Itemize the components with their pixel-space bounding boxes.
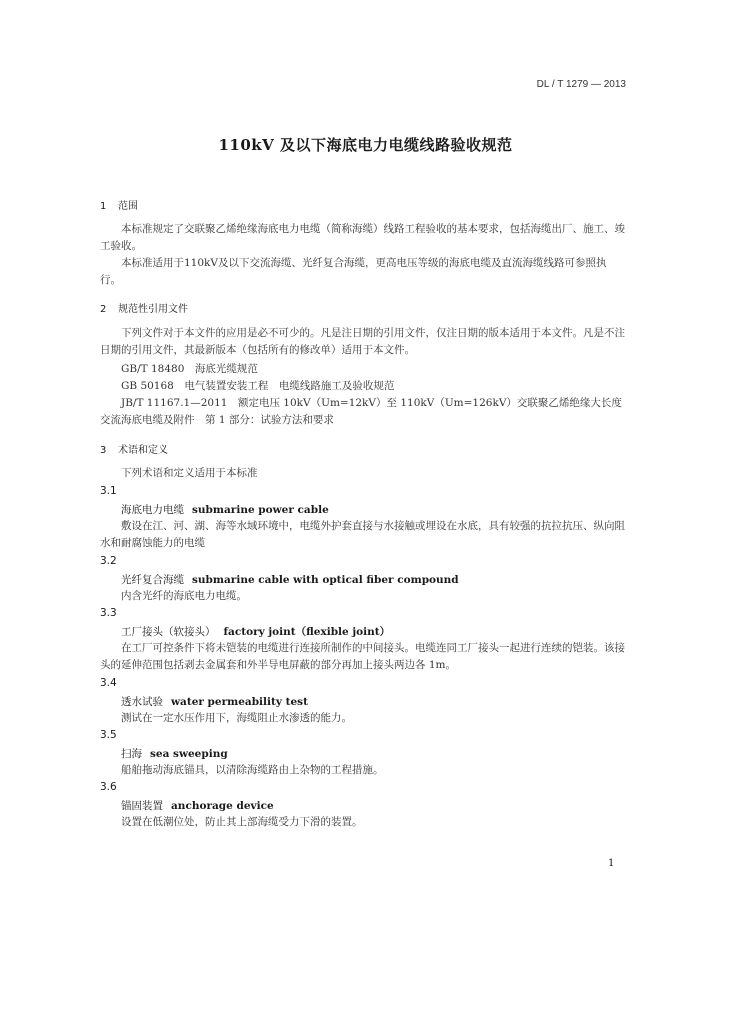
term-title — [121, 572, 459, 587]
term-definition: 敷设在江、河、湖、海等水域环境中，电缆外护套直接与水接触或埋设在水底，具有较强的抗拉抗压、纵向阻水和耐腐蚀能力的电缆 — [100, 520, 625, 549]
paragraph: 本标准适用于110kV及以下交流海缆、光纤复合海缆，更高电压等级的海底电缆及直流海缆线路可参照执行。 — [100, 257, 607, 286]
section-heading-3 — [100, 441, 168, 456]
term-chinese: 锚固装置 — [121, 800, 163, 812]
term-definition: 在工厂可控条件下将未铠装的电缆进行连接所制作的中间接头。电缆连同工厂接头一起进行连续的铠装。该接头的延伸范围包括剥去金属套和外半导电屏蔽的部分再加上接头两边各 1m。 — [100, 642, 625, 671]
section-heading-1 — [100, 197, 138, 212]
term-title — [121, 798, 274, 813]
term-definition: 内含光纤的海底电力电缆。 — [121, 590, 247, 602]
term-number: 3.3 — [100, 607, 117, 619]
reference-item: JB/T 11167.1—2011 额定电压 10kV（Um=12kV）至 110kV（Um=126kV）交联聚乙烯绝缘大长度交流海底电缆及附件 第 1 部分：试验方法和要求 — [100, 397, 622, 426]
section-number: 1 — [100, 201, 107, 212]
section-number: 3 — [100, 445, 107, 456]
section-title: 范围 — [118, 201, 138, 212]
term-number: 3.5 — [100, 729, 117, 741]
term-chinese: 透水试验 — [121, 696, 163, 708]
term-title — [121, 624, 390, 639]
paragraph: 本标准规定了交联聚乙烯绝缘海底电力电缆（简称海缆）线路工程验收的基本要求，包括海缆出厂、施工、竣工验收。 — [100, 223, 625, 252]
term-number: 3.1 — [100, 485, 117, 497]
term-english: anchorage device — [171, 800, 274, 812]
term-chinese: 光纤复合海缆 — [121, 574, 184, 586]
term-english: submarine cable with optical fiber compound — [192, 574, 459, 586]
term-definition: 设置在低潮位处，防止其上部海缆受力下滑的装置。 — [121, 816, 363, 828]
term-number: 3.6 — [100, 781, 117, 793]
paragraph: 下列术语和定义适用于本标准 — [121, 467, 258, 479]
page-number: 1 — [608, 858, 615, 869]
term-english: sea sweeping — [150, 748, 228, 760]
term-english: factory joint（flexible joint） — [223, 626, 391, 638]
term-title — [121, 746, 228, 761]
reference-item: GB 50168 电气装置安装工程 电缆线路施工及验收规范 — [121, 380, 395, 392]
section-title: 规范性引用文件 — [118, 304, 188, 315]
term-chinese: 工厂接头（软接头） — [121, 626, 216, 638]
term-chinese: 扫海 — [121, 748, 142, 760]
section-heading-2 — [100, 300, 188, 315]
document-title: 110kV 及以下海底电力电缆线路验收规范 — [218, 136, 513, 154]
reference-item: GB/T 18480 海底光缆规范 — [121, 363, 258, 375]
term-number: 3.2 — [100, 555, 117, 567]
term-english: submarine power cable — [192, 504, 329, 516]
term-title — [121, 694, 308, 709]
term-number: 3.4 — [100, 677, 117, 689]
paragraph: 下列文件对于本文件的应用是必不可少的。凡是注日期的引用文件，仅注日期的版本适用于本文件。凡是不注日期的引用文件，其最新版本（包括所有的修改单）适用于本文件。 — [100, 327, 625, 356]
section-number: 2 — [100, 304, 107, 315]
standard-code: DL / T 1279 — 2013 — [536, 79, 626, 90]
term-english: water permeability test — [171, 696, 308, 708]
term-title — [121, 502, 329, 517]
section-title: 术语和定义 — [118, 445, 168, 456]
term-chinese: 海底电力电缆 — [121, 504, 184, 516]
term-definition: 测试在一定水压作用下，海缆阻止水渗透的能力。 — [121, 712, 352, 724]
term-definition: 船舶拖动海底锚具，以清除海缆路由上杂物的工程措施。 — [121, 764, 384, 776]
